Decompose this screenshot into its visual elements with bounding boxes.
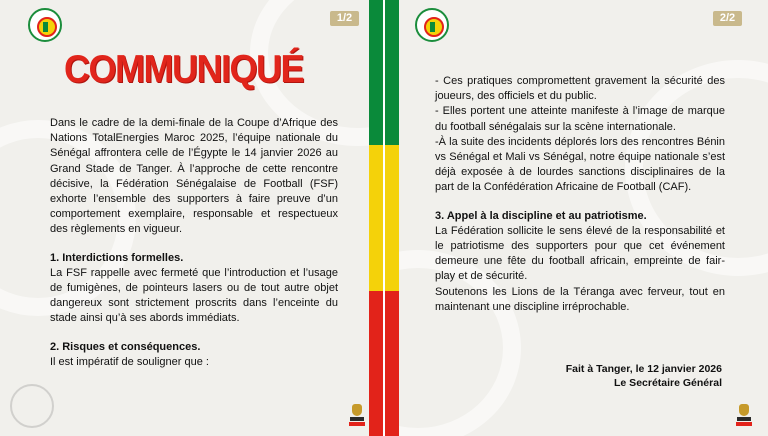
sign-role: Le Secrétaire Général: [614, 377, 722, 389]
page-2-panel: [385, 0, 768, 436]
bullet-3: -À la suite des incidents déplorés lors des rencontres Bénin vs Sénégal et Mali vs Sénégal, notre équipe nationale s’est déjà exposée à de lourdes sanctions disciplinaires de la part de la Confédération Africaine de Football (CAF).: [435, 135, 725, 194]
intro-paragraph: Dans le cadre de la demi-finale de la Coupe d’Afrique des Nations TotalEnergies Maroc 2025, l’équipe nationale du Sénégal affrontera celle de l’Égypte le 14 janvier 2026 au Grand Stade de Tanger. À l’approche de cette rencontre décisive, la Fédération Sénégalaise de Football (FSF) exhorte l’ensemble des supporters à faire preuve d’un comportement exemplaire, responsable et respectueux des règlements en vigueur.: [50, 117, 338, 236]
section-1-text: La FSF rappelle avec fermeté que l’introduction et l’usage de fumigènes, de pointeurs lasers ou de tout autre objet dangereux sont strictement proscrits dans l’enceinte du stade ainsi qu’à ses abords immédiats.: [50, 266, 338, 325]
section-2-heading: 2. Risques et conséquences.: [50, 340, 201, 353]
page-badge: 2/2: [713, 11, 742, 26]
bullet-1: - Ces pratiques compromettent gravement la sécurité des joueurs, des officiels et du public.: [435, 75, 725, 103]
page-badge: 1/2: [330, 11, 359, 26]
section-3-heading: 3. Appel à la discipline et au patriotisme.: [435, 209, 647, 222]
section-1-heading: 1. Interdictions formelles.: [50, 251, 184, 264]
fsf-logo-icon: [415, 8, 449, 42]
bullet-2: - Elles portent une atteinte manifeste à l’image de marque du football sénégalais sur la scène internationale.: [435, 105, 725, 133]
page-1-body: [50, 116, 338, 370]
afcon-trophy-icon: [350, 404, 364, 428]
page-1-panel: [0, 0, 383, 436]
afcon-trophy-icon: [737, 404, 751, 428]
flag-stripe: [369, 0, 383, 436]
flag-stripe: [385, 0, 399, 436]
section-2-text: Il est impératif de souligner que :: [50, 355, 209, 368]
sign-place-date: Fait à Tanger, le 12 janvier 2026: [565, 363, 722, 375]
page-2-body: [435, 74, 725, 315]
watermark-seal: [10, 384, 54, 428]
page-title: COMMUNIQUÉ: [64, 46, 303, 91]
section-3-text: La Fédération sollicite le sens élevé de la responsabilité et le patriotisme des supporters pour que cet événement demeure une fête du football africain, empreinte de fair-play et de sécurité.: [435, 224, 725, 283]
closing-text: Soutenons les Lions de la Téranga avec ferveur, tout en maintenant une discipline irréprochable.: [435, 285, 725, 313]
signature-block: [566, 362, 722, 390]
fsf-logo-icon: [28, 8, 62, 42]
